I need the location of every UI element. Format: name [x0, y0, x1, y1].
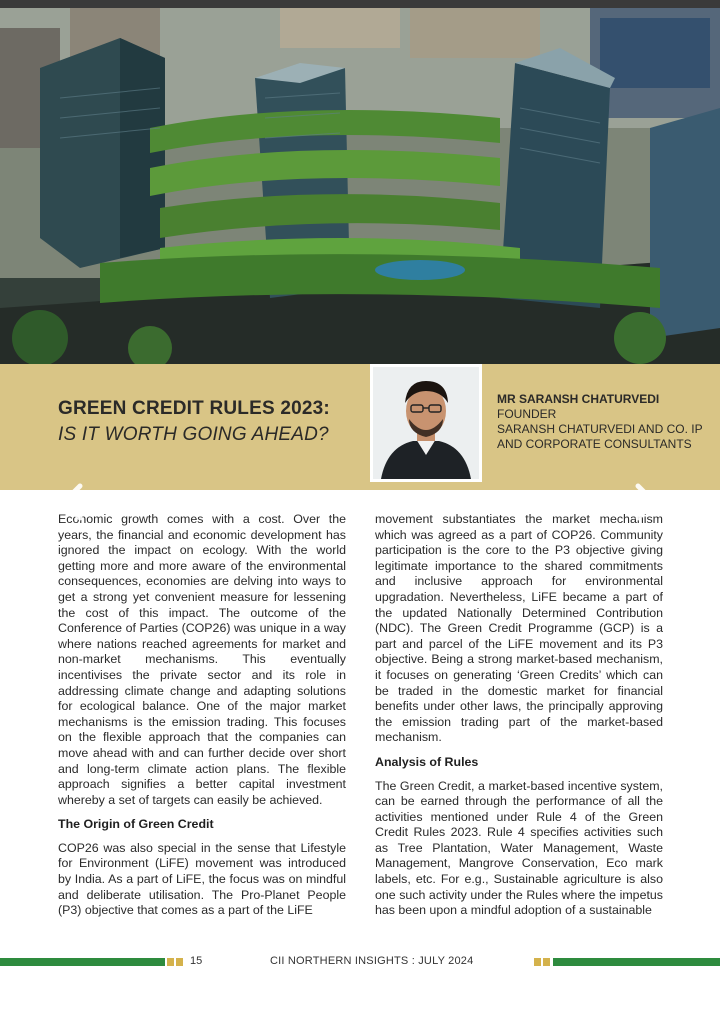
body-column-left [58, 512, 346, 928]
body-column-right [375, 512, 663, 928]
chevron-left-icon [52, 480, 96, 524]
paragraph: Economic growth comes with a cost. Over the years, the financial and economic development has ignored the impact on ecology. With the world getting more and more aware of the environmental consequences, economies are delving into ways to get a strong yet convenient measure for lessening the cost of this impact. The outcome of the Conference of Parties (COP26) was unique in a way where nations reached agreements for market and non-market mechanisms. This eventually incentivises the private sector and its role in addressing climate change and adapting solutions for ecological balance. One of the major market mechanisms is the emission trading. This focuses on the flexible approach that the companies can move ahead with and can further decide over short and long-term climate action plans. The flexible approach signifies a better capital investment whereby a set of targets can easily be achieved. [58, 512, 346, 807]
section-heading: Analysis of Rules [375, 754, 479, 769]
author-org-line1: SARANSH CHATURVEDI AND CO. IP [497, 422, 703, 436]
hero-image [0, 8, 720, 364]
footer-rule-right [553, 958, 720, 966]
author-role: FOUNDER [497, 407, 557, 421]
footer-marker [534, 958, 541, 966]
top-strip [0, 0, 720, 8]
author-photo-frame [370, 364, 482, 482]
paragraph: COP26 was also special in the sense that Lifestyle for Environment (LiFE) movement was introduced by India. As a part of LiFE, the focus was on mindful and deliberate utilisation. The Pro-Planet People (P3) objective that comes as a part of the LiFE [58, 840, 346, 918]
footer-marker [543, 958, 550, 966]
article-title: GREEN CREDIT RULES 2023: [58, 398, 330, 419]
paragraph: The Green Credit, a market-based incentive system, can be earned through the performance of all the activities mentioned under Rule 4 of the Green Credit Rules 2023. Rule 4 specifies activities such as Tree Plantation, Water Management, Waste Management, Mangrove Conservation, Eco mark labels, etc. For e.g., Sustainable agriculture is also one such activity under the Rules where the impetus has been upon a mindful adoption of a sustainable [375, 778, 663, 918]
article-subtitle: IS IT WORTH GOING AHEAD? [58, 424, 329, 445]
publication-name: CII NORTHERN INSIGHTS : JULY 2024 [270, 955, 474, 967]
author-org-line2: AND CORPORATE CONSULTANTS [497, 437, 692, 451]
footer-marker [167, 958, 174, 966]
chevron-right-icon [622, 480, 666, 524]
footer-rule-left [0, 958, 165, 966]
section-heading: The Origin of Green Credit [58, 817, 214, 832]
page-number: 15 [190, 955, 203, 967]
author-portrait-illustration [373, 367, 479, 479]
author-block [497, 392, 703, 452]
author-name: MR SARANSH CHATURVEDI [497, 392, 660, 406]
hero-illustration [0, 8, 720, 364]
author-photo [373, 367, 479, 479]
footer-marker [176, 958, 183, 966]
next-page-button[interactable] [622, 480, 666, 524]
paragraph: movement substantiates the market mechanism which was agreed as a part of COP26. Community participation is the core to the P3 objective giving legitimate importance to the shared commitments and inclusive approach for environmental upgradation. Nevertheless, LiFE became a part of the updated Nationally Determined Contribution (NDC). The Green Credit Programme (GCP) is a part and parcel of the LiFE movement and its P3 objective. Being a strong market-based mechanism, it focuses on generating ‘Green Credits’ which can be traded in the domestic market for financial benefits under other laws, the principally approving the emission trading part of the market-based mechanism. [375, 512, 663, 745]
previous-page-button[interactable] [52, 480, 96, 524]
